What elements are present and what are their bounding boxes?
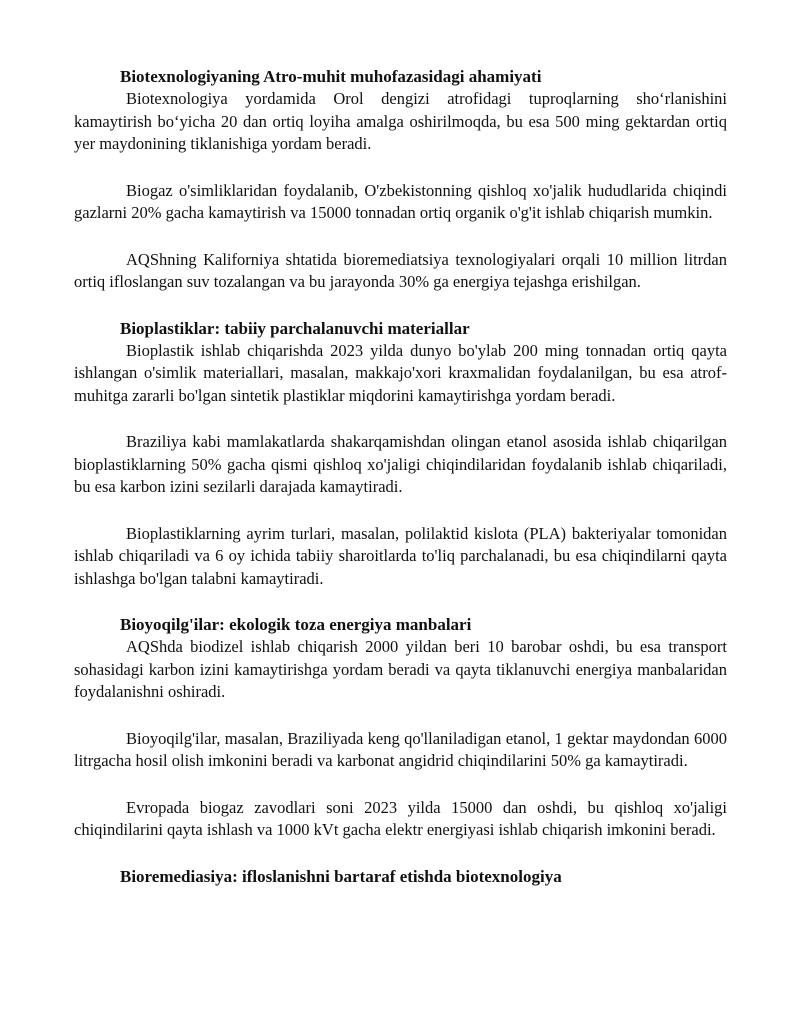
paragraph: Biotexnologiya yordamida Orol dengizi atrofidagi tuproqlarning sho‘rlanishini kamaytirish bo‘yicha 20 dan ortiq loyiha amalga oshirilmoqda, bu esa 500 ming gektardan ortiq yer maydonining tiklanishiga yordam beradi.	[74, 89, 727, 153]
paragraph: Evropada biogaz zavodlari soni 2023 yilda 15000 dan oshdi, bu qishloq xo'jaligi chiqindilarini qayta ishlash va 1000 kVt gacha elektr energiyasi ishlab chiqarish imkonini beradi.	[74, 797, 727, 839]
section-biofuels	[74, 614, 727, 842]
section-bioplastics	[74, 318, 727, 591]
section-heading: Biotexnologiyaning Atro-muhit muhofazasidagi ahamiyati	[120, 67, 542, 86]
paragraph: AQShda biodizel ishlab chiqarish 2000 yildan beri 10 barobar oshdi, bu esa transport sohasidagi karbon izini kamaytirishga yordam beradi va qayta tiklanuvchi energiya manbalaridan foydalanishni oshiradi.	[74, 637, 727, 701]
paragraph: AQShning Kaliforniya shtatida bioremediatsiya texnologiyalari orqali 10 million litrdan ortiq ifloslangan suv tozalangan va bu jarayonda 30% ga energiya tejashga erishilgan.	[74, 249, 727, 291]
section-environment	[74, 66, 727, 294]
section-heading: Bioplastiklar: tabiiy parchalanuvchi materiallar	[120, 318, 470, 338]
section-heading: Bioremediasiya: ifloslanishni bartaraf etishda biotexnologiya	[120, 866, 562, 886]
paragraph: Biogaz o'simliklaridan foydalanib, O'zbekistonning qishloq xo'jalik hududlarida chiqindi gazlarni 20% gacha kamaytirish va 15000 tonnadan ortiq organik o'g'it ishlab chiqarish mumkin.	[74, 180, 727, 222]
section-heading: Bioyoqilg'ilar: ekologik toza energiya manbalari	[120, 615, 472, 634]
section-bioremediation	[74, 866, 727, 888]
paragraph: Bioplastik ishlab chiqarishda 2023 yilda dunyo bo'ylab 200 ming tonnadan ortiq qayta ishlangan o'simlik materiallari, masalan, makkajo'xori kraxmalidan foydalanilgan, bu esa atrof-muhitga zararli bo'lgan sintetik plastiklar miqdorini kamaytirishga yordam beradi.	[74, 340, 727, 405]
paragraph: Braziliya kabi mamlakatlarda shakarqamishdan olingan etanol asosida ishlab chiqarilgan bioplastiklarning 50% gacha qismi qishloq xo'jaligi chiqindilaridan foydalanib ishlab chiqariladi, bu esa karbon izini sezilarli darajada kamaytiradi.	[74, 432, 727, 496]
document-body	[74, 66, 727, 888]
paragraph: Bioyoqilg'ilar, masalan, Braziliyada keng qo'llaniladigan etanol, 1 gektar maydondan 6000 litrgacha hosil olish imkonini beradi va karbonat angidrid chiqindilarini 50% ga kamaytiradi.	[74, 728, 727, 770]
paragraph: Bioplastiklarning ayrim turlari, masalan, polilaktid kislota (PLA) bakteriyalar tomonidan ishlab chiqariladi va 6 oy ichida tabiiy sharoitlarda to'liq parchalanadi, bu esa chiqindilarni qayta ishlashga bo'lgan talabni kamaytiradi.	[74, 523, 727, 588]
